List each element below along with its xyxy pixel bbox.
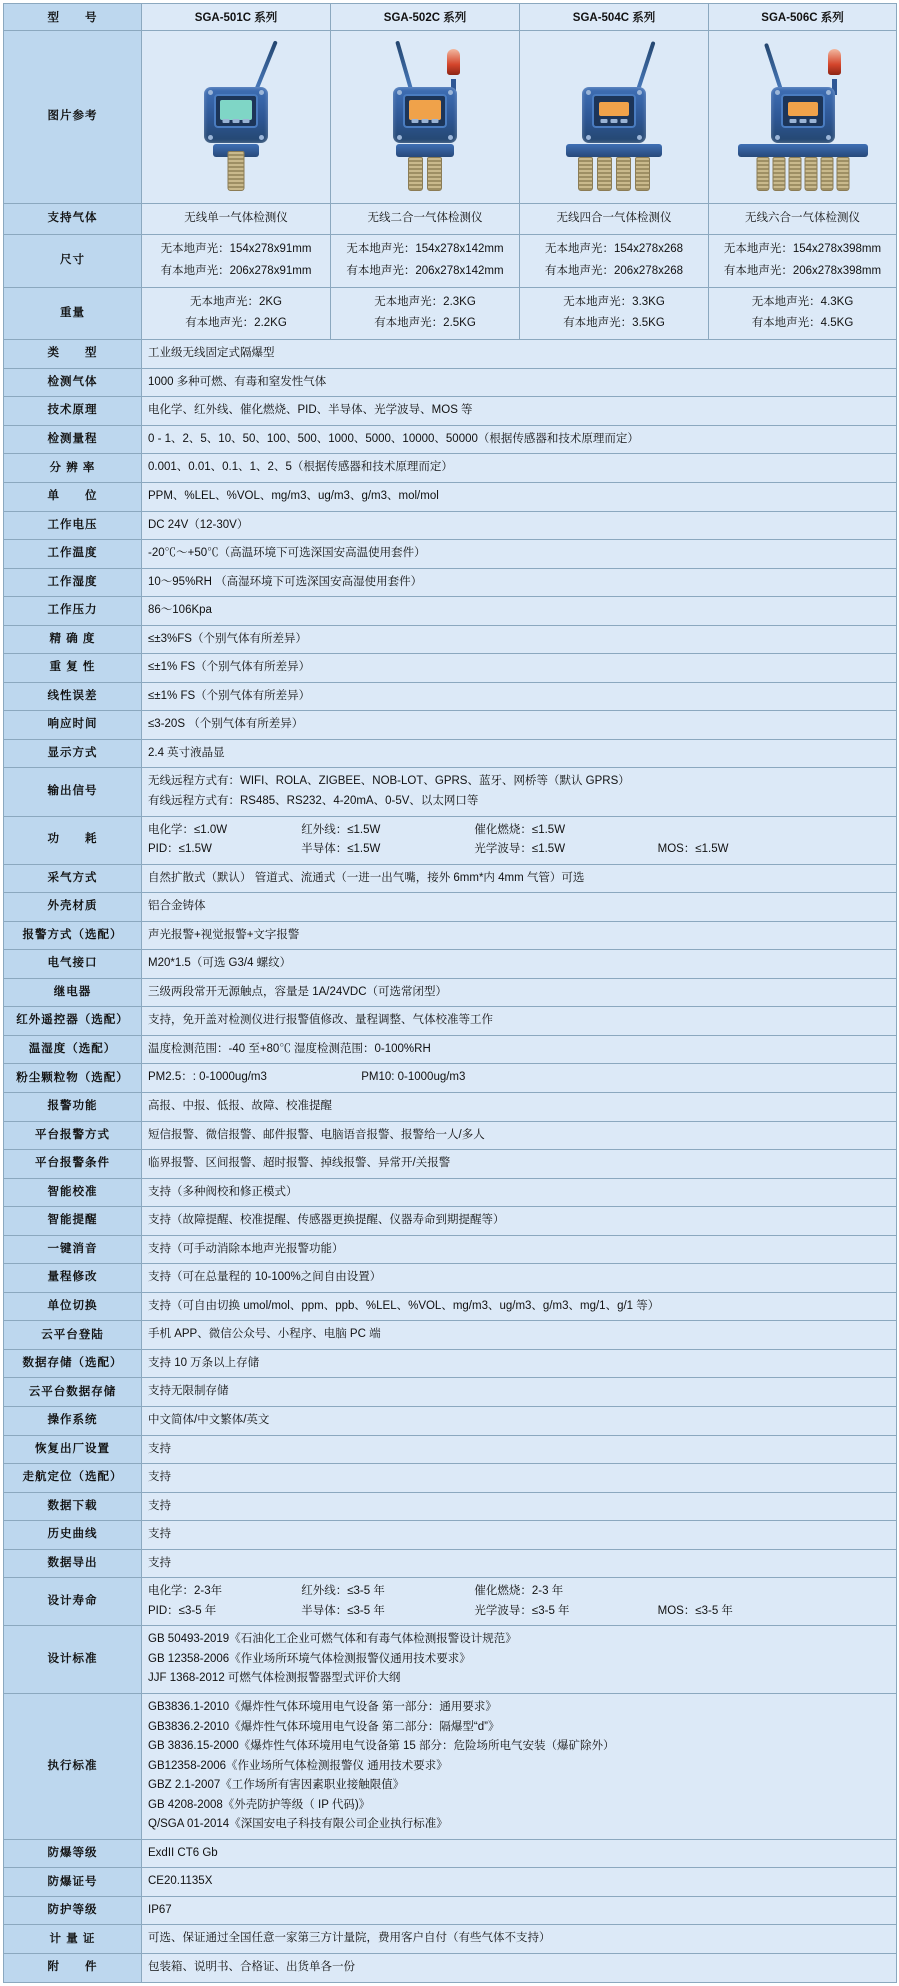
row-label-navigation-positioning: 走航定位（选配）: [4, 1464, 142, 1493]
data-storage-row: [4, 1349, 897, 1378]
display-row: [4, 739, 897, 768]
value-dust-particles: PM2.5：: 0-1000ug/m3 PM10: 0-1000ug/m3: [142, 1064, 897, 1093]
value-cloud-storage: 支持无限制存储: [142, 1378, 897, 1407]
value-sampling-method: 自然扩散式（默认） 管道式、流通式（一进一出气嘴，接外 6mm*内 4mm 气管）可选: [142, 864, 897, 893]
value-data-download: 支持: [142, 1492, 897, 1521]
weight-501c: 无本地声光：2KG 有本地声光：2.2KG: [142, 287, 331, 340]
size-501c: 无本地声光：154x278x91mm 有本地声光：206x278x91mm: [142, 234, 331, 287]
row-label-accessories: 附 件: [4, 1954, 142, 1983]
model-501c: SGA-501C 系列: [142, 4, 331, 31]
design-standard-row: [4, 1626, 897, 1694]
row-label-electrical-interface: 电气接口: [4, 950, 142, 979]
row-label-cloud-storage: 云平台数据存储: [4, 1378, 142, 1407]
row-label-weight: 重量: [4, 287, 142, 340]
platform-alarm-method-row: [4, 1121, 897, 1150]
explosion-proof-grade-row: [4, 1839, 897, 1868]
temp-humidity-option-row: [4, 1035, 897, 1064]
value-smart-reminder: 支持（故障提醒、校准提醒、传感器更换提醒、仪器寿命到期提醒等）: [142, 1207, 897, 1236]
detector-body: [582, 87, 646, 143]
lcd-screen: [599, 102, 629, 116]
row-label-range: 检测量程: [4, 425, 142, 454]
row-label-design-standard: 设计标准: [4, 1626, 142, 1694]
output-signal-row: [4, 768, 897, 816]
header-label: 型 号: [4, 4, 142, 31]
power-consumption-row: [4, 816, 897, 864]
row-label-explosion-proof-grade: 防爆等级: [4, 1839, 142, 1868]
smart-calibration-row: [4, 1178, 897, 1207]
value-platform-alarm-condition: 临界报警、区间报警、超时报警、掉线报警、异常开/关报警: [142, 1150, 897, 1179]
row-label-detect-gas: 检测气体: [4, 368, 142, 397]
lcd-screen: [788, 102, 818, 116]
data-download-row: [4, 1492, 897, 1521]
value-repeatability: ≤±1% FS（个别气体有所差异）: [142, 654, 897, 683]
cloud-storage-row: [4, 1378, 897, 1407]
antenna-icon: [635, 41, 655, 94]
row-label-temperature: 工作温度: [4, 540, 142, 569]
row-label-cloud-login: 云平台登陆: [4, 1321, 142, 1350]
value-electrical-interface: M20*1.5（可选 G3/4 螺纹）: [142, 950, 897, 979]
unit-switch-row: [4, 1292, 897, 1321]
principle-row: [4, 397, 897, 426]
supported-gas-506c: 无线六合一气体检测仪: [709, 204, 897, 235]
row-label-unit-switch: 单位切换: [4, 1292, 142, 1321]
value-factory-reset: 支持: [142, 1435, 897, 1464]
alarm-lamp-icon: [447, 49, 460, 75]
weight-502c: 无本地声光：2.3KG 有本地声光：2.5KG: [331, 287, 520, 340]
row-label-housing-material: 外壳材质: [4, 893, 142, 922]
value-humidity: 10～95%RH （高湿环境下可选深国安高湿使用套件）: [142, 568, 897, 597]
row-label-metering-cert: 计 量 证: [4, 1925, 142, 1954]
image-reference-row: [4, 31, 897, 204]
value-protection-grade: IP67: [142, 1896, 897, 1925]
detector-body: [204, 87, 268, 143]
row-label-supported-gas: 支持气体: [4, 204, 142, 235]
resolution-row: [4, 454, 897, 483]
alarm-lamp-icon: [828, 49, 841, 75]
value-metering-cert: 可选、保证通过全国任意一家第三方计量院，费用客户自付（有些气体不支持）: [142, 1925, 897, 1954]
value-pressure: 86～106Kpa: [142, 597, 897, 626]
metering-cert-row: [4, 1925, 897, 1954]
sensor-probes: [228, 151, 245, 191]
size-504c: 无本地声光：154x278x268 有本地声光：206x278x268: [520, 234, 709, 287]
row-label-accuracy: 精 确 度: [4, 625, 142, 654]
voltage-row: [4, 511, 897, 540]
operating-system-row: [4, 1407, 897, 1436]
unit-row: [4, 482, 897, 511]
factory-reset-row: [4, 1435, 897, 1464]
row-label-relay: 继电器: [4, 978, 142, 1007]
row-label-platform-alarm-method: 平台报警方式: [4, 1121, 142, 1150]
weight-506c: 无本地声光：4.3KG 有本地声光：4.5KG: [709, 287, 897, 340]
row-label-smart-reminder: 智能提醒: [4, 1207, 142, 1236]
row-label-data-storage: 数据存储（选配）: [4, 1349, 142, 1378]
supported-gas-row: [4, 204, 897, 235]
row-label-pressure: 工作压力: [4, 597, 142, 626]
value-detect-gas: 1000 多种可燃、有毒和窒发性气体: [142, 368, 897, 397]
explosion-proof-cert-row: [4, 1868, 897, 1897]
sampling-method-row: [4, 864, 897, 893]
value-design-standard: GB 50493-2019《石油化工企业可燃气体和有毒气体检测报警设计规范》 GB 12358-2006《作业场所环境气体检测报警仪通用技术要求》 JJF 1368-2012 可燃气体检测报警器型式评价大纲: [142, 1626, 897, 1694]
value-explosion-proof-grade: ExdII CT6 Gb: [142, 1839, 897, 1868]
size-502c: 无本地声光：154x278x142mm 有本地声光：206x278x142mm: [331, 234, 520, 287]
row-label-response-time: 响应时间: [4, 711, 142, 740]
device-image-501c: [142, 31, 331, 204]
row-label-principle: 技术原理: [4, 397, 142, 426]
weight-504c: 无本地声光：3.3KG 有本地声光：3.5KG: [520, 287, 709, 340]
table-header-row: [4, 4, 897, 31]
antenna-icon: [764, 43, 784, 94]
model-506c: SGA-506C 系列: [709, 4, 897, 31]
value-execution-standard: GB3836.1-2010《爆炸性气体环境用电气设备 第一部分：通用要求》 GB3836.2-2010《爆炸性气体环境用电气设备 第二部分：隔爆型“d”》 GB 3836.15-2000《爆炸性气体环境用电气设备第 15 部分：危险场所电气安装（爆矿除外） GB12358-2006《作业场所气体检测报警仪 通用技术要求》 GBZ 2.1-2007《工作场所有害因素职业接触限值》 GB 4208-2008《外壳防护等级（ IP 代码)》 Q/SGA 01-2014《深国安电子科技有限公司企业执行标准》: [142, 1694, 897, 1840]
platform-alarm-condition-row: [4, 1150, 897, 1179]
execution-standard-row: [4, 1694, 897, 1840]
row-label-data-export: 数据导出: [4, 1549, 142, 1578]
detector-body: [771, 87, 835, 143]
device-image-502c: [331, 31, 520, 204]
row-label-platform-alarm-condition: 平台报警条件: [4, 1150, 142, 1179]
row-label-voltage: 工作电压: [4, 511, 142, 540]
value-explosion-proof-cert: CE20.1135X: [142, 1868, 897, 1897]
cloud-login-row: [4, 1321, 897, 1350]
range-modify-row: [4, 1264, 897, 1293]
one-key-mute-row: [4, 1235, 897, 1264]
value-temp-humidity-option: 温度检测范围：-40 至+80℃ 湿度检测范围：0-100%RH: [142, 1035, 897, 1064]
value-accessories: 包装箱、说明书、合格证、出货单各一份: [142, 1954, 897, 1983]
alarm-function-row: [4, 1092, 897, 1121]
value-relay: 三级两段常开无源触点，容量是 1A/24VDC（可选常闭型）: [142, 978, 897, 1007]
row-label-history-curve: 历史曲线: [4, 1521, 142, 1550]
lcd-screen: [409, 100, 441, 120]
row-label-output-signal: 输出信号: [4, 768, 142, 816]
row-label-data-download: 数据下载: [4, 1492, 142, 1521]
history-curve-row: [4, 1521, 897, 1550]
value-alarm-method: 声光报警+视觉报警+文字报警: [142, 921, 897, 950]
value-unit-switch: 支持（可自由切换 umol/mol、ppm、ppb、%LEL、%VOL、mg/m3、ug/m3、g/m3、mg/1、g/1 等）: [142, 1292, 897, 1321]
row-label-size: 尺寸: [4, 234, 142, 287]
value-range-modify: 支持（可在总量程的 10-100%之间自由设置）: [142, 1264, 897, 1293]
linearity-row: [4, 682, 897, 711]
electrical-interface-row: [4, 950, 897, 979]
antenna-icon: [253, 40, 278, 93]
value-data-export: 支持: [142, 1549, 897, 1578]
humidity-row: [4, 568, 897, 597]
value-history-curve: 支持: [142, 1521, 897, 1550]
weight-row: [4, 287, 897, 340]
value-temperature: -20℃～+50℃（高温环境下可选深国安高温使用套件）: [142, 540, 897, 569]
row-label-resolution: 分 辨 率: [4, 454, 142, 483]
value-design-life: 电化学：2-3年 红外线：≤3-5 年 催化燃烧：2-3 年 PID：≤3-5 年 半导体：≤3-5 年 光学波导：≤3-5 年 MOS：≤3-5 年: [142, 1578, 897, 1626]
size-row: [4, 234, 897, 287]
temperature-row: [4, 540, 897, 569]
row-label-execution-standard: 执行标准: [4, 1694, 142, 1840]
value-resolution: 0.001、0.01、0.1、1、2、5（根据传感器和技术原理而定）: [142, 454, 897, 483]
pressure-row: [4, 597, 897, 626]
supported-gas-502c: 无线二合一气体检测仪: [331, 204, 520, 235]
row-label-humidity: 工作湿度: [4, 568, 142, 597]
detector-body: [393, 87, 457, 143]
value-display: 2.4 英寸液晶显: [142, 739, 897, 768]
row-label-unit: 单 位: [4, 482, 142, 511]
sensor-probes: [408, 157, 442, 191]
smart-reminder-row: [4, 1207, 897, 1236]
device-image-504c: [520, 31, 709, 204]
row-label-image-reference: 图片参考: [4, 31, 142, 204]
row-label-repeatability: 重 复 性: [4, 654, 142, 683]
detect-gas-row: [4, 368, 897, 397]
dust-particles-row: [4, 1064, 897, 1093]
row-label-protection-grade: 防护等级: [4, 1896, 142, 1925]
supported-gas-504c: 无线四合一气体检测仪: [520, 204, 709, 235]
row-label-one-key-mute: 一键消音: [4, 1235, 142, 1264]
value-cloud-login: 手机 APP、微信公众号、小程序、电脑 PC 端: [142, 1321, 897, 1350]
row-label-operating-system: 操作系统: [4, 1407, 142, 1436]
value-principle: 电化学、红外线、催化燃烧、PID、半导体、光学波导、MOS 等: [142, 397, 897, 426]
row-label-smart-calibration: 智能校准: [4, 1178, 142, 1207]
size-506c: 无本地声光：154x278x398mm 有本地声光：206x278x398mm: [709, 234, 897, 287]
sensor-probes: [756, 157, 849, 191]
ir-remote-row: [4, 1007, 897, 1036]
row-label-type: 类 型: [4, 340, 142, 369]
value-type: 工业级无线固定式隔爆型: [142, 340, 897, 369]
row-label-dust-particles: 粉尘颗粒物（选配）: [4, 1064, 142, 1093]
row-label-sampling-method: 采气方式: [4, 864, 142, 893]
value-accuracy: ≤±3%FS（个别气体有所差异）: [142, 625, 897, 654]
antenna-icon: [395, 41, 414, 94]
value-response-time: ≤3-20S （个别气体有所差异）: [142, 711, 897, 740]
row-label-design-life: 设计寿命: [4, 1578, 142, 1626]
value-smart-calibration: 支持（多种阀校和修正模式）: [142, 1178, 897, 1207]
row-label-alarm-method: 报警方式（选配）: [4, 921, 142, 950]
sensor-probes: [578, 157, 650, 191]
navigation-positioning-row: [4, 1464, 897, 1493]
row-label-ir-remote: 红外遥控器（选配）: [4, 1007, 142, 1036]
value-housing-material: 铝合金铸体: [142, 893, 897, 922]
alarm-method-row: [4, 921, 897, 950]
relay-row: [4, 978, 897, 1007]
model-502c: SGA-502C 系列: [331, 4, 520, 31]
row-label-factory-reset: 恢复出厂设置: [4, 1435, 142, 1464]
row-label-alarm-function: 报警功能: [4, 1092, 142, 1121]
type-row: [4, 340, 897, 369]
value-unit: PPM、%LEL、%VOL、mg/m3、ug/m3、g/m3、mol/mol: [142, 482, 897, 511]
value-platform-alarm-method: 短信报警、微信报警、邮件报警、电脑语音报警、报警给一人/多人: [142, 1121, 897, 1150]
range-row: [4, 425, 897, 454]
row-label-display: 显示方式: [4, 739, 142, 768]
value-alarm-function: 高报、中报、低报、故障、校准提醒: [142, 1092, 897, 1121]
value-voltage: DC 24V（12-30V）: [142, 511, 897, 540]
protection-grade-row: [4, 1896, 897, 1925]
row-label-power-consumption: 功 耗: [4, 816, 142, 864]
row-label-linearity: 线性误差: [4, 682, 142, 711]
accessories-row: [4, 1954, 897, 1983]
lcd-screen: [220, 100, 252, 120]
value-output-signal: 无线远程方式有：WIFI、ROLA、ZIGBEE、NOB-LOT、GPRS、蓝牙、网桥等（默认 GPRS） 有线远程方式有：RS485、RS232、4-20mA、0-5V、以太网口等: [142, 768, 897, 816]
model-504c: SGA-504C 系列: [520, 4, 709, 31]
product-spec-table: [3, 3, 897, 1983]
repeatability-row: [4, 654, 897, 683]
value-range: 0 - 1、2、5、10、50、100、500、1000、5000、10000、50000（根据传感器和技术原理而定）: [142, 425, 897, 454]
value-ir-remote: 支持，免开盖对检测仪进行报警值修改、量程调整、气体校准等工作: [142, 1007, 897, 1036]
design-life-row: [4, 1578, 897, 1626]
value-data-storage: 支持 10 万条以上存储: [142, 1349, 897, 1378]
housing-material-row: [4, 893, 897, 922]
response-time-row: [4, 711, 897, 740]
value-operating-system: 中文简体/中文繁体/英文: [142, 1407, 897, 1436]
device-image-506c: [709, 31, 897, 204]
value-one-key-mute: 支持（可手动消除本地声光报警功能）: [142, 1235, 897, 1264]
accuracy-row: [4, 625, 897, 654]
data-export-row: [4, 1549, 897, 1578]
row-label-range-modify: 量程修改: [4, 1264, 142, 1293]
row-label-explosion-proof-cert: 防爆证号: [4, 1868, 142, 1897]
row-label-temp-humidity-option: 温湿度（选配）: [4, 1035, 142, 1064]
value-linearity: ≤±1% FS（个别气体有所差异）: [142, 682, 897, 711]
value-navigation-positioning: 支持: [142, 1464, 897, 1493]
value-power-consumption: 电化学：≤1.0W 红外线：≤1.5W 催化燃烧：≤1.5W PID：≤1.5W 半导体：≤1.5W 光学波导：≤1.5W MOS：≤1.5W: [142, 816, 897, 864]
supported-gas-501c: 无线单一气体检测仪: [142, 204, 331, 235]
